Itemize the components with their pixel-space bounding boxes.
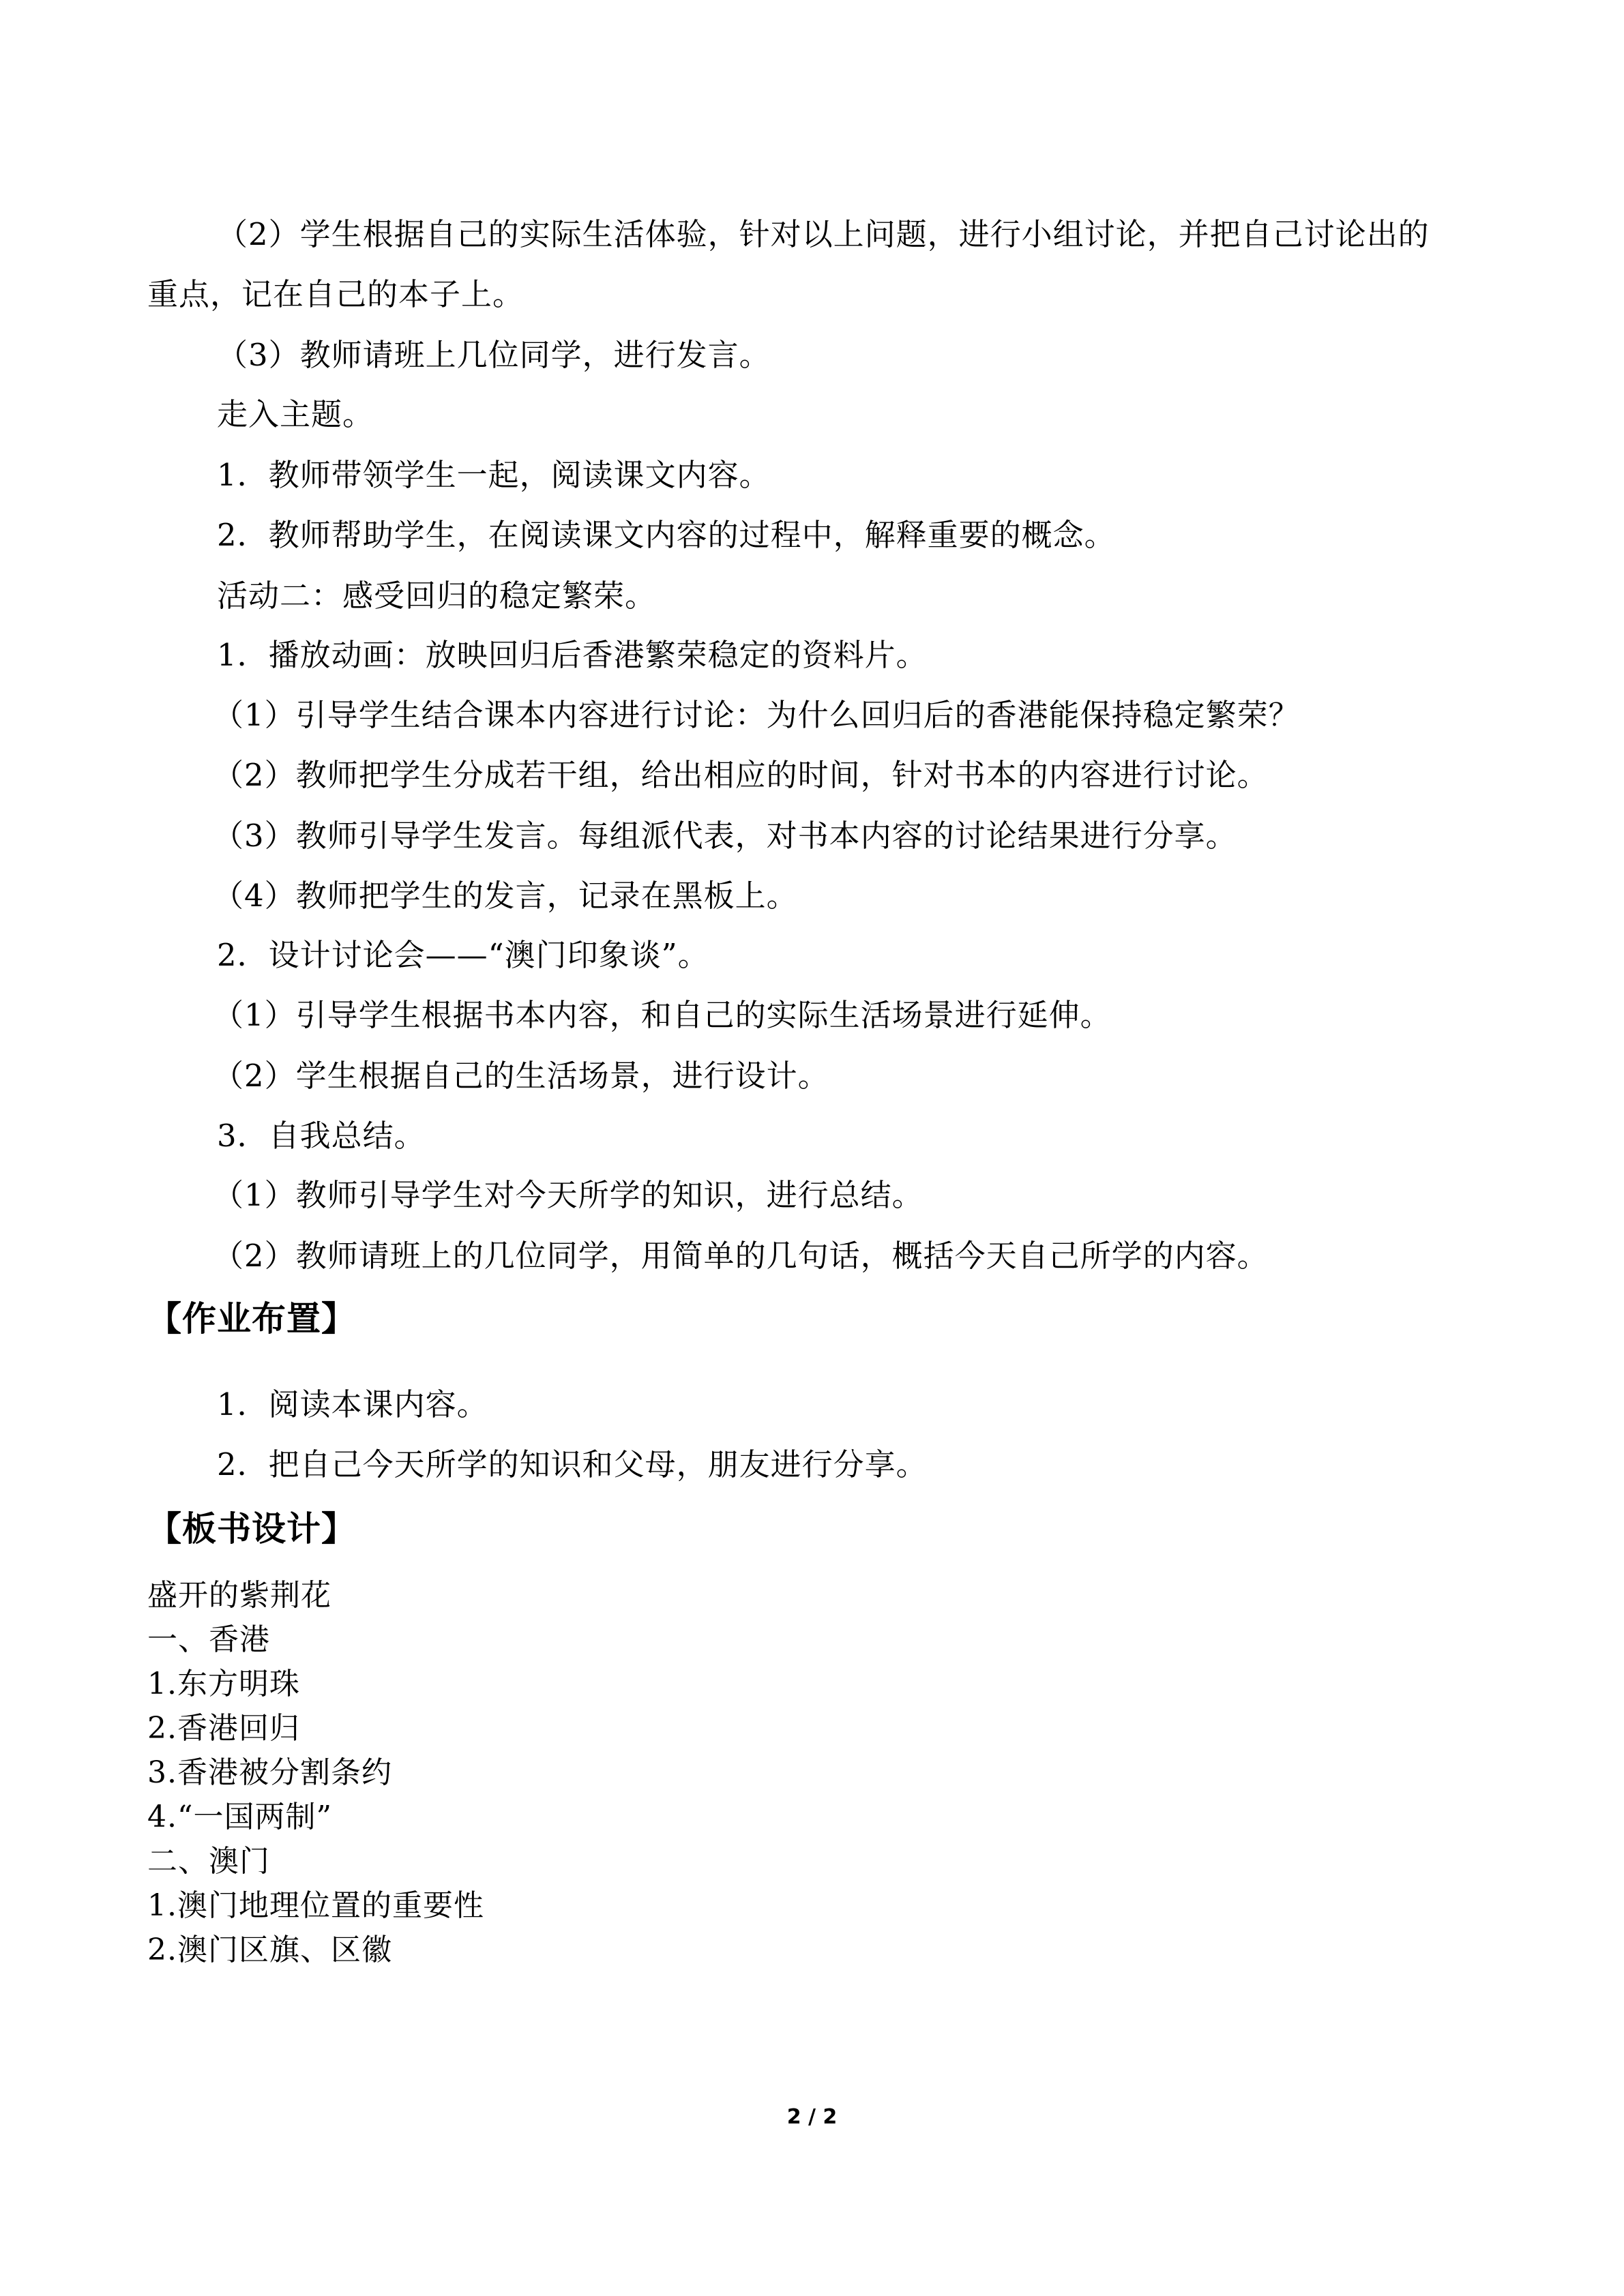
paragraph-line: 3．自我总结。 (217, 1118, 426, 1154)
paragraph-line: 1．播放动画：放映回归后香港繁荣稳定的资料片。 (217, 637, 928, 673)
paragraph-line: （3）教师请班上几位同学，进行发言。 (217, 337, 771, 373)
paragraph-line: （3）教师引导学生发言。每组派代表，对书本内容的讨论结果进行分享。 (213, 818, 1237, 854)
board-design-heading: 【板书设计】 (147, 1509, 356, 1549)
paragraph-line: 重点，记在自己的本子上。 (147, 276, 525, 312)
paragraph-line: 2．教师帮助学生，在阅读课文内容的过程中，解释重要的概念。 (217, 517, 1116, 553)
paragraph-line: （2）教师请班上的几位同学，用简单的几句话，概括今天自己所学的内容。 (213, 1238, 1269, 1274)
paragraph-line: （2）教师把学生分成若干组，给出相应的时间，针对书本的内容进行讨论。 (213, 757, 1269, 793)
board-line: 2.香港回归 (147, 1711, 300, 1746)
paragraph-line: （2）学生根据自己的生活场景，进行设计。 (213, 1058, 829, 1094)
homework-item: 1．阅读本课内容。 (217, 1386, 488, 1422)
paragraph-line: 走入主题。 (217, 396, 374, 432)
homework-item: 2．把自己今天所学的知识和父母，朋友进行分享。 (217, 1446, 928, 1482)
paragraph-line: （4）教师把学生的发言，记录在黑板上。 (213, 878, 798, 914)
board-title: 盛开的紫荆花 (147, 1578, 331, 1613)
paragraph-line: 2．设计讨论会——“澳门印象谈”。 (217, 937, 709, 973)
board-line: 3.香港被分割条约 (147, 1755, 392, 1790)
board-line: 一、香港 (147, 1622, 270, 1657)
paragraph-line: （2）学生根据自己的实际生活体验，针对以上问题，进行小组讨论，并把自己讨论出的 (217, 216, 1430, 252)
homework-heading: 【作业布置】 (147, 1299, 356, 1339)
board-line: 1.东方明珠 (147, 1667, 300, 1701)
paragraph-line: （1）引导学生根据书本内容，和自己的实际生活场景进行延伸。 (213, 997, 1112, 1033)
board-line: 4.“一国两制” (147, 1800, 332, 1834)
paragraph-line: （1）引导学生结合课本内容进行讨论：为什么回归后的香港能保持稳定繁荣？ (213, 697, 1300, 733)
paragraph-line: （1）教师引导学生对今天所学的知识，进行总结。 (213, 1177, 924, 1213)
board-line: 2.澳门区旗、区徽 (147, 1933, 392, 1967)
paragraph-line: 活动二：感受回归的稳定繁荣。 (217, 578, 657, 614)
board-line: 二、澳门 (147, 1844, 270, 1879)
page-number: 2 / 2 (786, 2105, 838, 2129)
paragraph-line: 1．教师带领学生一起，阅读课文内容。 (217, 457, 771, 493)
board-line: 1.澳门地理位置的重要性 (147, 1888, 484, 1923)
